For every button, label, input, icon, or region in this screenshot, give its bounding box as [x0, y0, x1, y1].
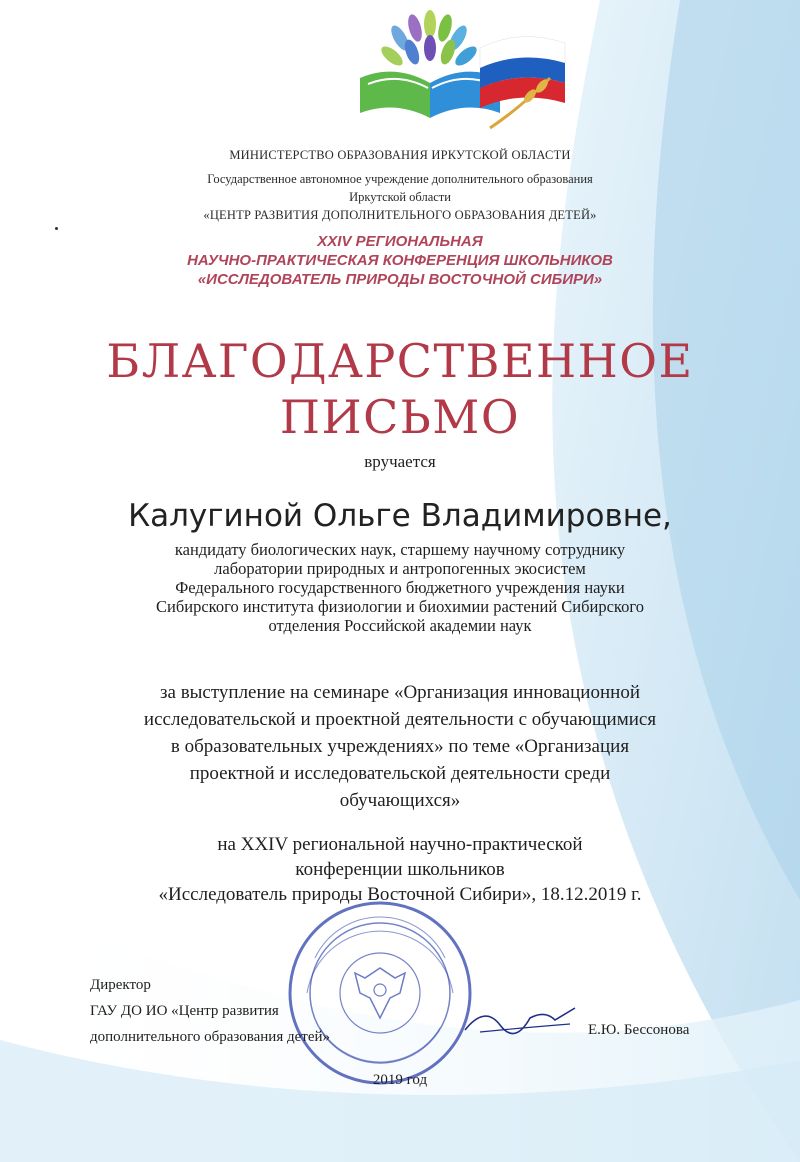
signature-icon — [460, 1000, 580, 1040]
emblem-logo — [330, 8, 570, 136]
conference-line-1: XXIV РЕГИОНАЛЬНАЯ — [317, 233, 483, 250]
conference-line-2: НАУЧНО-ПРАКТИЧЕСКАЯ КОНФЕРЕНЦИЯ ШКОЛЬНИКОВ — [187, 252, 613, 269]
recipient-position-line: Сибирского института физиологии и биохимии растений Сибирского — [156, 597, 644, 616]
event-line: конференции школьников — [295, 859, 505, 880]
reason-line: исследовательской и проектной деятельности с обучающимися — [143, 709, 657, 730]
center-line: «ЦЕНТР РАЗВИТИЯ ДОПОЛНИТЕЛЬНОГО ОБРАЗОВАНИЯ ДЕТЕЙ» — [203, 208, 597, 222]
reason-line: проектной и исследовательской деятельности среди — [189, 763, 611, 784]
document-year: 2019 год — [372, 1072, 428, 1088]
speck — [55, 227, 58, 230]
signatory-name: Е.Ю. Бессонова — [588, 1022, 690, 1038]
region-line: Иркутской области — [349, 190, 451, 204]
recipient-position-line: Федерального государственного бюджетного учреждения науки — [175, 578, 625, 597]
signatory-org-line-2: дополнительного образования детей» — [90, 1029, 330, 1045]
presented-to-label: вручается — [364, 452, 436, 471]
document-title-line-2: ПИСЬМО — [279, 390, 521, 444]
recipient-position-line: лаборатории природных и антропогенных экосистем — [214, 559, 586, 578]
event-line: на XXIV региональной научно-практической — [217, 834, 583, 855]
official-seal-icon — [285, 898, 475, 1088]
recipient-position-line: отделения Российской академии наук — [268, 616, 532, 635]
signatory-org-line-1: ГАУ ДО ИО «Центр развития — [90, 1003, 279, 1019]
institution-type-line: Государственное автономное учреждение дополнительного образования — [207, 172, 593, 186]
document-title-line-1: БЛАГОДАРСТВЕННОЕ — [106, 334, 694, 388]
signatory-role: Директор — [90, 977, 151, 993]
reason-line: за выступление на семинаре «Организация инновационной — [160, 682, 640, 703]
event-line: «Исследователь природы Восточной Сибири», 18.12.2019 г. — [158, 884, 642, 905]
ministry-line: МИНИСТЕРСТВО ОБРАЗОВАНИЯ ИРКУТСКОЙ ОБЛАСТИ — [229, 148, 571, 162]
recipient-name: Калугиной Ольге Владимировне, — [128, 498, 672, 534]
reason-line: обучающихся» — [339, 790, 461, 811]
reason-line: в образовательных учреждениях» по теме «Организация — [170, 736, 630, 757]
recipient-position-line: кандидату биологических наук, старшему научному сотруднику — [174, 540, 626, 559]
conference-line-3: «ИССЛЕДОВАТЕЛЬ ПРИРОДЫ ВОСТОЧНОЙ СИБИРИ» — [197, 271, 603, 288]
